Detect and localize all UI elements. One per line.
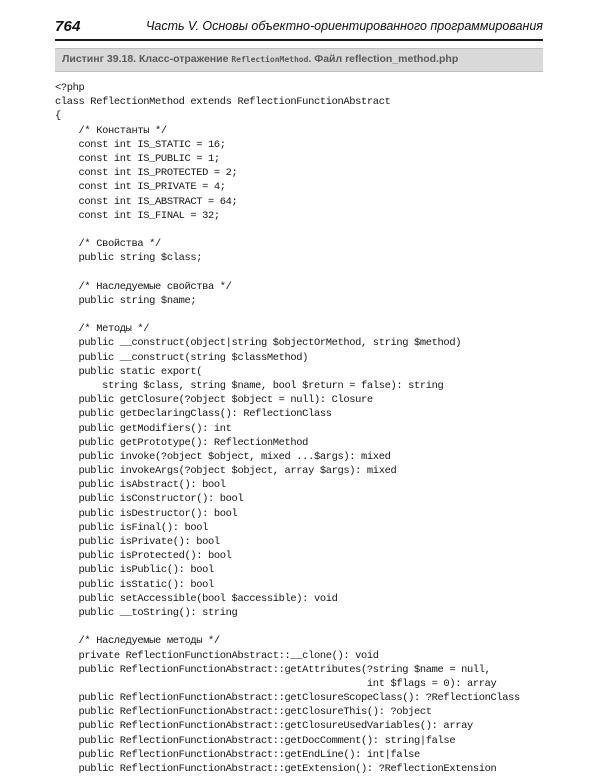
page-number: 764	[55, 18, 81, 35]
code-line: public isPublic(): bool	[55, 564, 214, 577]
listing-class-name: ReflectionMethod	[231, 55, 309, 64]
listing-file-label: . Файл reflection_method.php	[308, 53, 459, 65]
code-line	[55, 620, 555, 634]
code-line: public invoke(?object $object, mixed ...$args): mixed	[55, 450, 391, 463]
code-line: int $flags = 0): array	[55, 677, 497, 690]
code-line: public getClosure(?object $object = null): Closure	[55, 394, 373, 407]
code-line: public ReflectionFunctionAbstract::getClosureThis(): ?object	[55, 706, 432, 719]
code-line: public getDeclaringClass(): ReflectionClass	[55, 408, 332, 421]
code-line: string $class, string $name, bool $return = false): string	[55, 379, 444, 392]
code-line: class ReflectionMethod extends ReflectionFunctionAbstract	[55, 96, 391, 109]
code-line: public __toString(): string	[55, 606, 238, 619]
code-line: public __construct(object|string $objectOrMethod, string $method)	[55, 337, 462, 350]
code-line: public isStatic(): bool	[55, 578, 214, 591]
code-line: public setAccessible(bool $accessible): void	[55, 592, 338, 605]
code-line: const int IS_FINAL = 32;	[55, 209, 220, 222]
code-line: public ReflectionFunctionAbstract::getExtension(): ?ReflectionExtension	[55, 763, 497, 775]
code-line: public ReflectionFunctionAbstract::getClosureScopeClass(): ?ReflectionClass	[55, 692, 520, 705]
code-line: public getPrototype(): ReflectionMethod	[55, 436, 309, 449]
running-title: Часть V. Основы объектно-ориентированного программирования	[145, 19, 543, 33]
code-line	[55, 223, 555, 237]
code-line: /* Наследуемые свойства */	[55, 280, 232, 293]
code-line: const int IS_PUBLIC = 1;	[55, 152, 220, 165]
code-line: /* Методы */	[55, 323, 150, 336]
code-line: public static export(	[55, 365, 203, 378]
code-line: public isAbstract(): bool	[55, 479, 226, 492]
code-line: public __construct(string $classMethod)	[55, 351, 309, 364]
listing-caption	[55, 48, 543, 72]
code-line: public isPrivate(): bool	[55, 536, 220, 548]
code-line: public isFinal(): bool	[55, 521, 209, 534]
code-line: public string $class;	[55, 252, 203, 265]
code-line: public isConstructor(): bool	[55, 493, 244, 506]
code-line: public invokeArgs(?object $object, array $args): mixed	[55, 465, 397, 478]
code-line: public string $name;	[55, 294, 197, 307]
code-line	[55, 308, 555, 322]
code-line: public ReflectionFunctionAbstract::getClosureUsedVariables(): array	[55, 720, 473, 733]
page-header	[55, 17, 543, 41]
code-line: const int IS_STATIC = 16;	[55, 138, 226, 151]
code-listing	[55, 81, 555, 776]
code-line: const int IS_ABSTRACT = 64;	[55, 195, 238, 208]
code-line: /* Константы */	[55, 124, 167, 137]
code-line: public getModifiers(): int	[55, 422, 232, 435]
listing-label: Листинг 39.18. Класс-отражение	[62, 53, 232, 65]
code-line: public isProtected(): bool	[55, 550, 232, 563]
code-line	[55, 265, 555, 279]
code-line: /* Свойства */	[55, 238, 161, 251]
code-line: {	[55, 110, 61, 123]
code-line: <?php	[55, 82, 85, 94]
code-line: public ReflectionFunctionAbstract::getEndLine(): int|false	[55, 748, 420, 761]
code-line: /* Наследуемые методы */	[55, 635, 220, 648]
code-line: private ReflectionFunctionAbstract::__clone(): void	[55, 649, 379, 662]
code-line: public ReflectionFunctionAbstract::getAttributes(?string $name = null,	[55, 663, 491, 676]
listing-caption-text	[62, 53, 458, 65]
code-line: const int IS_PROTECTED = 2;	[55, 167, 238, 180]
code-line: const int IS_PRIVATE = 4;	[55, 181, 226, 194]
code-line: public ReflectionFunctionAbstract::getDocComment(): string|false	[55, 734, 456, 747]
code-line: public isDestructor(): bool	[55, 507, 238, 520]
